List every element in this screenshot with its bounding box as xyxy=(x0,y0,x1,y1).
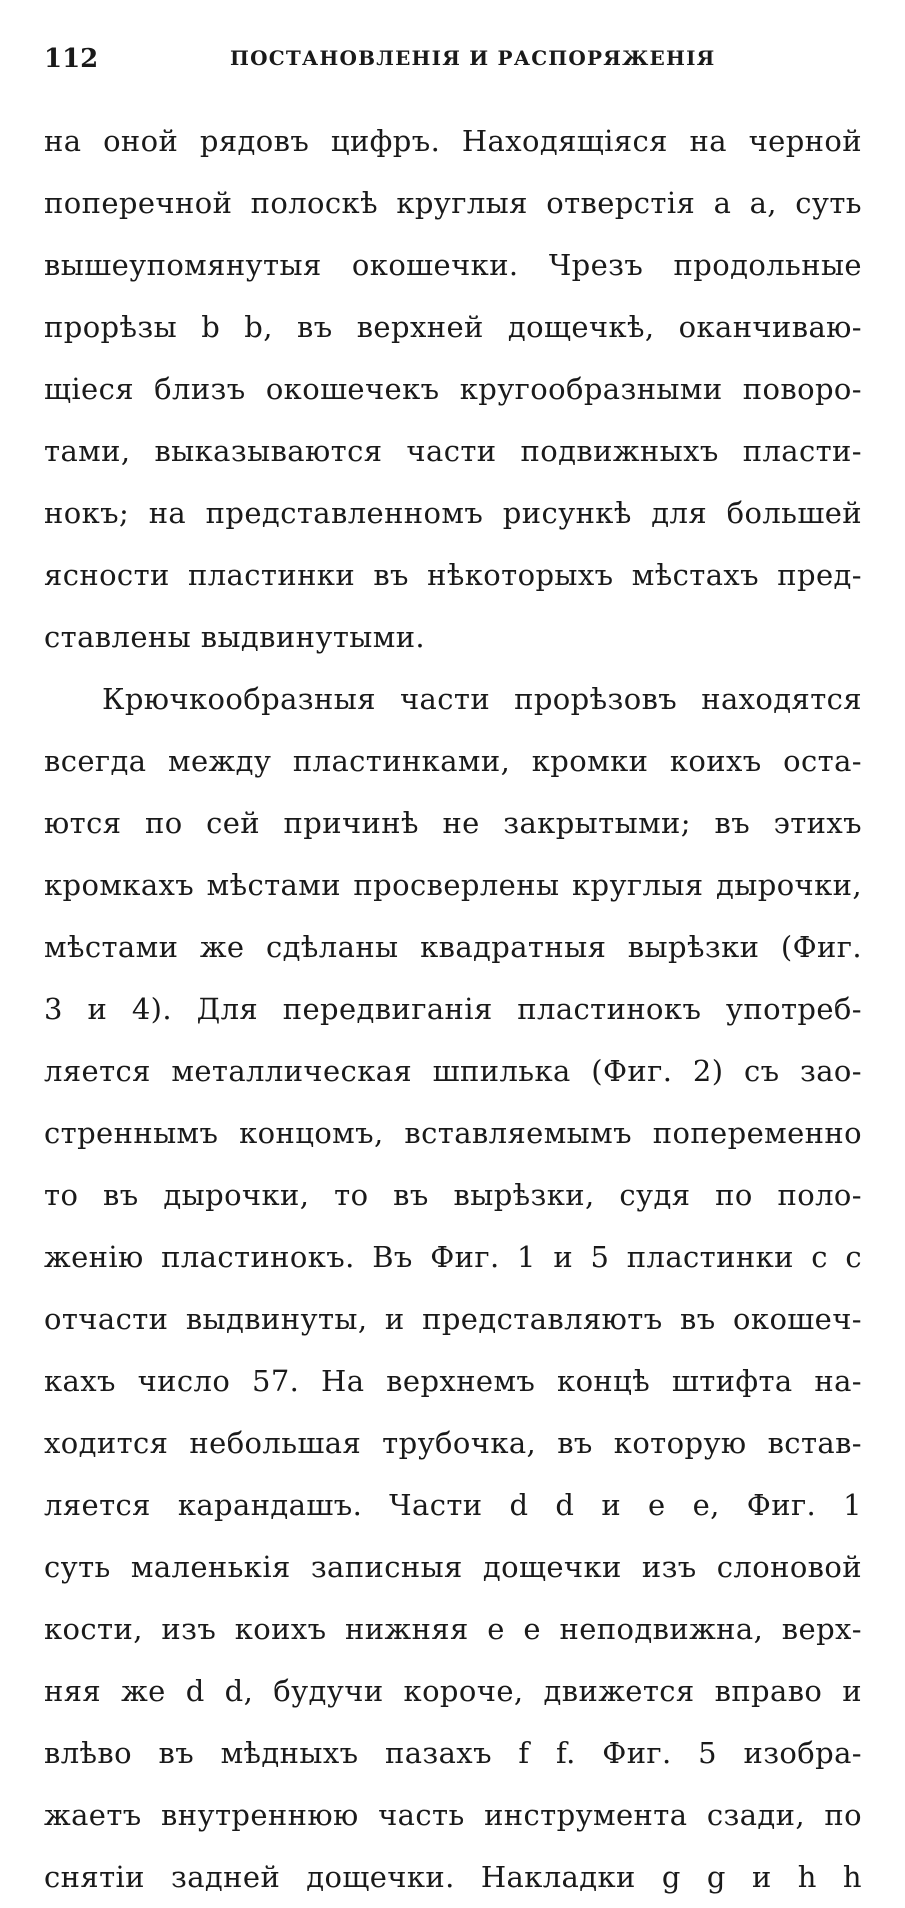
text-line: поперечной полоскѣ круглыя отверстія a a, суть xyxy=(44,186,862,220)
text-line: ставлены выдвинутыми. xyxy=(44,620,426,654)
text-line: ляется карандашъ. Части d d и e e, Фиг. 1 xyxy=(44,1488,862,1522)
page-number: 112 xyxy=(44,44,99,74)
text-line: мѣстами же сдѣланы квадратныя вырѣзки (Фиг. xyxy=(44,930,862,964)
text-line: кости, изъ коихъ нижняя e e неподвижна, верх- xyxy=(44,1612,862,1646)
text-line: прорѣзы b b, въ верхней дощечкѣ, оканчиваю- xyxy=(44,310,862,344)
text-line: вышеупомянутыя окошечки. Чрезъ продольные xyxy=(44,248,862,282)
text-line: влѣво въ мѣдныхъ пазахъ f f. Фиг. 5 изобра- xyxy=(44,1736,862,1770)
page-header xyxy=(44,44,864,84)
running-title: ПОСТАНОВЛЕНІЯ И РАСПОРЯЖЕНІЯ xyxy=(230,46,716,70)
text-line: кромкахъ мѣстами просверлены круглыя дырочки, xyxy=(44,868,862,902)
text-line: всегда между пластинками, кромки коихъ оста- xyxy=(44,744,862,778)
text-line: стреннымъ концомъ, вставляемымъ попеременно xyxy=(44,1116,862,1150)
text-line: отчасти выдвинуты, и представляютъ въ окошеч- xyxy=(44,1302,862,1336)
text-line: снятіи задней дощечки. Накладки g g и h h xyxy=(44,1860,862,1894)
text-line: ются по сей причинѣ не закрытыми; въ этихъ xyxy=(44,806,862,840)
text-line: то въ дырочки, то въ вырѣзки, судя по поло- xyxy=(44,1178,862,1212)
text-line: суть маленькія записныя дощечки изъ слоновой xyxy=(44,1550,862,1584)
text-line: тами, выказываются части подвижныхъ пласти- xyxy=(44,434,862,468)
text-line: 3 и 4). Для передвиганія пластинокъ употреб- xyxy=(44,992,862,1026)
text-line: щіеся близъ окошечекъ кругообразными поворо- xyxy=(44,372,862,406)
text-line: женію пластинокъ. Въ Фиг. 1 и 5 пластинки с с xyxy=(44,1240,862,1274)
text-line: няя же d d, будучи короче, движется вправо и xyxy=(44,1674,862,1708)
body-text xyxy=(44,110,862,1908)
text-line: нокъ; на представленномъ рисункѣ для большей xyxy=(44,496,862,530)
text-line: ходится небольшая трубочка, въ которую встав- xyxy=(44,1426,862,1460)
text-line: жаетъ внутреннюю часть инструмента сзади, по xyxy=(44,1798,862,1832)
text-line: кахъ число 57. На верхнемъ концѣ штифта на- xyxy=(44,1364,862,1398)
text-line: Крючкообразныя части прорѣзовъ находятся xyxy=(102,682,862,716)
text-line: ляется металлическая шпилька (Фиг. 2) съ зао- xyxy=(44,1054,862,1088)
text-line: ясности пластинки въ нѣкоторыхъ мѣстахъ пред- xyxy=(44,558,862,592)
text-line: на оной рядовъ цифръ. Находящіяся на черной xyxy=(44,124,862,158)
